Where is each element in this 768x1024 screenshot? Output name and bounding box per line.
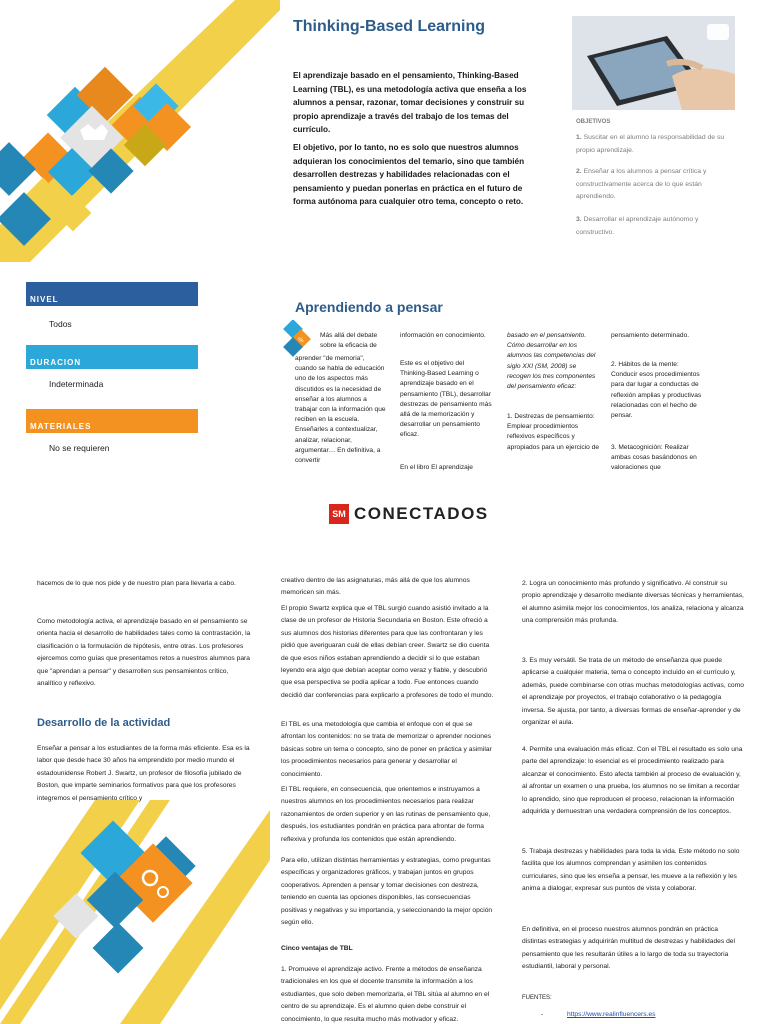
bottom-mid-p2: El propio Swartz explica que el TBL surgió cuando asistió invitado a la clase de un profesor de Historia Secundaria en Boston. Este ofreció a sus alumnos dos historias diferentes para que las confrontaran y les pidió que averiguaran cuál de ellas debían creer. Swartz se dio cuenta de que esos niños estaban aprendiendo a decidir si lo que estaban leyendo era algo que debían aceptar como veraz y fiable, y descubrió que esa perspectiva se podía aplicar a todo. Fue entonces cuando decidió dar conferencias para explicarlo a profesores de todo el mundo. bbox=[281, 605, 494, 699]
objetivo-3-num: 3. bbox=[576, 216, 582, 223]
objetivo-2-text: Enseñar a los alumnos a pensar crítica y constructivamente acerca de lo que están aprendiendo. bbox=[576, 168, 707, 200]
geometric-decoration-bottom bbox=[0, 800, 270, 1024]
bottom-left-p1: hacemos de lo que nos pide y de nuestro plan para llevarla a cabo. bbox=[37, 580, 236, 587]
page-title: Thinking-Based Learning bbox=[293, 18, 486, 35]
tablet-photo bbox=[572, 16, 735, 110]
bottom-right-p4: 5. Trabaja destrezas y habilidades para toda la vida. Este método no solo facilita que los alumnos comprendan y asimilen los contenidos curriculares, sino que les enseña a pensar, les mueve a la reflexión y les anima a dialogar, expresar sus puntos de vista y colaborar. bbox=[522, 848, 740, 893]
sm-logo: SM bbox=[329, 504, 349, 524]
materiales-label: MATERIALES bbox=[30, 422, 92, 431]
col3-intro: basado en el pensamiento. Cómo desarrollar en los alumnos las competencias del siglo XXI (SM, 2008) se recogen los tres componentes del pensamiento eficaz: bbox=[507, 332, 596, 391]
bottom-left-p3: Enseñar a pensar a los estudiantes de la forma más eficiente. Esa es la labor que desde hace 30 años ha emprendido por medio mundo el estadounidense Robert J. Swartz, un profesor de filosofía jubilado de Boston, que imparte seminarios formativos para que los profesores integremos el pensamiento crítico y bbox=[37, 745, 250, 802]
col4-end: 3. Metacognición: Realizar ambas cosas basándonos en valoraciones que bbox=[611, 444, 697, 472]
objetivo-2-num: 2. bbox=[576, 168, 582, 175]
col2-body: Este es el objetivo del Thinking-Based Learning o aprendizaje basado en el pensamiento (TBL), desarrollar destrezas de pensamiento más allá de la memorización y desarrollar un pensamiento eficaz. bbox=[400, 360, 492, 439]
nivel-bar bbox=[26, 282, 198, 306]
bottom-mid-p4: El TBL requiere, en consecuencia, que orientemos e instruyamos a nuestros alumnos en los procedimientos necesarios para realizar razonamientos de orden superior y en las rutinas de pensamiento que, después, los estudiantes pondrán en práctica para afrontar de forma reflexiva y profunda los contenidos que están aprendiendo. bbox=[281, 786, 491, 843]
bottom-right-p5: En definitiva, en el proceso nuestros alumnos pondrán en práctica distintas estrategias y adquirirán multitud de destrezas y habilidades del pensamiento que les resultarán útiles a lo largo de toda su trayectoria estudiantil, laboral y personal. bbox=[522, 926, 736, 971]
col1-body: aprender "de memoria", cuando se habla de educación uno de los aspectos más discutidos es la necesidad de enseñar a los alumnos a trabajar con la información que reciben en la escuela. Enseñarles a contextualizar, analizar, relacionar, argumentar… En definitiva, a convertir bbox=[295, 355, 386, 465]
col4-intro: pensamiento determinado. bbox=[611, 332, 690, 339]
svg-text:%: % bbox=[298, 337, 304, 344]
objetivo-3 bbox=[576, 214, 736, 239]
col2-end bbox=[400, 463, 492, 473]
materiales-value: No se requieren bbox=[49, 443, 110, 453]
col3-body: 1. Destrezas de pensamiento: Emplear procedimientos reflexivos específicos y apropiados para un ejercicio de bbox=[507, 413, 600, 451]
bottom-right-p3: 4. Permite una evaluación más eficaz. Con el TBL el resultado es solo una parte del aprendizaje: lo esencial es el procedimiento realizado para alcanzar el conocimiento. Esto afecta también al proceso de evaluación y, al afrontar un examen o una prueba, los alumnos no se limitan a recordar lo aprendido, sino que reproducen el proceso, relacionan la información adquirida y demuestran una verdadera comprensión de los conceptos. bbox=[522, 746, 743, 816]
materiales-bar bbox=[26, 409, 198, 433]
nivel-value: Todos bbox=[49, 319, 72, 329]
col2-end-text: En el libro El aprendizaje bbox=[400, 464, 473, 471]
bottom-right-p2: 3. Es muy versátil. Se trata de un método de enseñanza que puede aplicarse a cualquier materia, tema o concepto incluido en el currículo y, además, puede combinarse con otras muchas metodologías activas, como el aprendizaje por proyectos, el trabajo colaborativo o la pedagogía inversa. Se ajusta, por tanto, a diversas formas de enseñar-aprender y de organizar el aula. bbox=[522, 657, 744, 727]
objetivo-1-text: Suscitar en el alumno la responsabilidad de su propio aprendizaje. bbox=[576, 134, 725, 154]
col1-intro: Más allá del debate sobre la eficacia de bbox=[320, 332, 378, 350]
objetivos-heading: OBJETIVOS bbox=[576, 119, 611, 125]
ventajas-title: Cinco ventajas de TBL bbox=[281, 945, 353, 952]
col4-body: 2. Hábitos de la mente: Conducir esos procedimientos para dar lugar a conductas de reflexión amplias y productivas relacionadas con el hecho de pensar. bbox=[611, 361, 702, 420]
col2-intro: información en conocimiento. bbox=[400, 332, 486, 339]
objetivo-2 bbox=[576, 166, 736, 204]
bottom-left-p2: Como metodología activa, el aprendizaje basado en el pensamiento se orienta hacia el desarrollo de habilidades tales como la contrastación, la clasificación o la formulación de hipótesis, entre otras. Los profesores ejercemos como guías que presentamos retos a nuestros alumnos para que "aprendan a pensar" y desarrollen sus pensamientos crítico, analítico y reflexivo. bbox=[37, 618, 251, 688]
fuente-bullet: - bbox=[541, 1011, 544, 1018]
duracion-label: DURACION bbox=[30, 358, 82, 367]
section-title: Aprendiendo a pensar bbox=[295, 299, 443, 315]
fuente-link[interactable]: https://www.realinfluencers.es bbox=[567, 1011, 656, 1018]
bottom-mid-p3: El TBL es una metodología que cambia el enfoque con el que se afrontan los contenidos: no se trata de memorizar o aprender nociones básicas sobre un tema o concepto, sino de poner en práctica y asimilar los procedimientos necesarios para generar y desarrollar el conocimiento. bbox=[281, 721, 492, 778]
bottom-right-p1: 2. Logra un conocimiento más profundo y significativo. Al construir su propio aprendizaje y desarrollo mediante diversas técnicas y herramientas, el alumno asimila mejor los conocimientos, los analiza, relaciona y alcanza una comprensión más profunda. bbox=[522, 580, 744, 625]
conectados-logo: CONECTADOS bbox=[354, 504, 489, 523]
bottom-mid-p6: 1. Promueve el aprendizaje activo. Frente a métodos de enseñanza tradicionales en los que el docente transmite la información a los estudiantes, que solo deben memorizarla, el TBL sitúa al alumno en el centro de su aprendizaje. Es el alumno quien debe construir el conocimiento, lo que resulta mucho más motivador y eficaz. bbox=[281, 966, 490, 1023]
nivel-label: NIVEL bbox=[30, 295, 59, 304]
bottom-mid-p5: Para ello, utilizan distintas herramientas y estrategias, como preguntas específicas y organizadores gráficos, y trabajan juntos en grupos cooperativos. Aprenden a pensar y tomar decisiones con destreza, teniendo en cuenta las opciones disponibles, las consecuencias positivas y negativas y su importancia, y seleccionando la mejor opción según ello. bbox=[281, 857, 493, 927]
objetivo-3-text: Desarrollar el aprendizaje autónomo y constructivo. bbox=[576, 216, 699, 236]
duracion-bar bbox=[26, 345, 198, 369]
duracion-value: Indeterminada bbox=[49, 379, 104, 389]
desarrollo-title: Desarrollo de la actividad bbox=[37, 717, 171, 729]
fuentes-label: FUENTES: bbox=[522, 995, 552, 1001]
bottom-mid-p1: creativo dentro de las asignaturas, más allá de que los alumnos memoricen sin más. bbox=[281, 577, 470, 597]
intro-paragraph-1: El aprendizaje basado en el pensamiento, Thinking-Based Learning (TBL), es una metodología activa que enseña a los alumnos a pensar, razonar, tomar decisiones y construir su propio aprendizaje a través del trabajo de los temas del currículo. bbox=[293, 71, 527, 134]
geometric-decoration-top bbox=[0, 0, 280, 262]
intro-paragraph-2: El objetivo, por lo tanto, no es solo que nuestros alumnos adquieran los conocimientos del temario, sino que también desarrollen destrezas y habilidades relacionadas con el pensamiento y puedan ponerlas en práctica en el futuro de forma autónoma para cualquier otro tema, concepto o reto. bbox=[293, 143, 525, 206]
objetivo-1 bbox=[576, 132, 741, 157]
objetivo-1-num: 1. bbox=[576, 134, 582, 141]
